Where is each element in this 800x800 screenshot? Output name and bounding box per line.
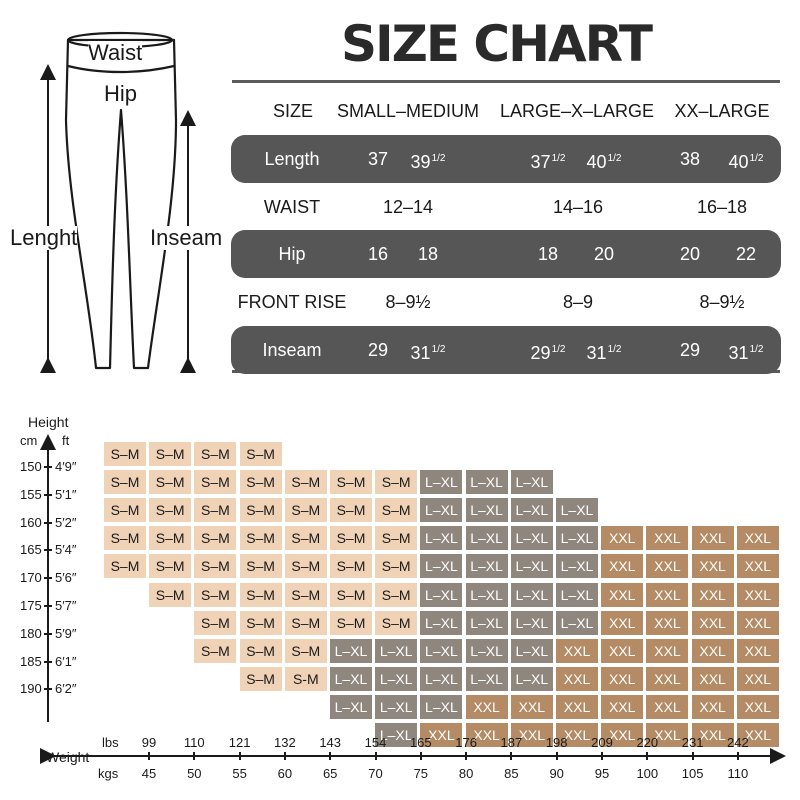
weight-tick-lbs: 198 [545, 735, 568, 750]
height-tick-ft: 6′2″ [55, 681, 77, 697]
height-tick-cm: 170 [20, 570, 42, 586]
size-cell: XXL [646, 723, 688, 747]
table-cell [706, 243, 786, 265]
weight-tick-mark [556, 752, 558, 760]
size-cell: S–M [330, 470, 372, 494]
table-cell-value: 18 [537, 244, 559, 264]
size-cell: L–XL [375, 695, 417, 719]
table-cell-value: 18 [417, 244, 439, 264]
table-cell-fraction: 1/2 [607, 344, 622, 355]
weight-unit-kgs: kgs [98, 766, 119, 781]
length-label: Lenght [10, 225, 78, 250]
size-cell: XXL [692, 695, 734, 719]
size-cell: S–M [375, 526, 417, 550]
size-cell: S–M [194, 554, 236, 578]
size-cell: L–XL [330, 695, 372, 719]
size-cell: XXL [737, 723, 779, 747]
size-cell: L–XL [420, 470, 462, 494]
table-cell [706, 339, 786, 364]
weight-tick-mark [737, 752, 739, 760]
size-cell: S–M [375, 554, 417, 578]
size-cell: L–XL [330, 667, 372, 691]
size-cell: L–XL [466, 554, 508, 578]
weight-tick-mark [420, 752, 422, 760]
table-cell-value: 14–16 [552, 197, 604, 217]
size-cell: L–XL [420, 526, 462, 550]
table-cell-value: 31 [410, 343, 431, 363]
weight-tick-kgs: 100 [636, 766, 659, 781]
weight-axis-title: Weight [46, 749, 90, 765]
table-cell-fraction: 1/2 [749, 344, 764, 355]
height-tick-ft: 4′9″ [55, 459, 77, 474]
size-cell: S–M [285, 611, 327, 635]
weight-tick-kgs: 110 [727, 766, 749, 781]
height-unit-cm: cm [20, 433, 38, 448]
size-cell: L–XL [375, 639, 417, 663]
size-cell: XXL [556, 639, 598, 663]
size-cell: S–M [375, 498, 417, 522]
page-title: SIZE CHART [340, 15, 652, 73]
size-cell: L–XL [511, 667, 553, 691]
size-cell: XXL [692, 611, 734, 635]
weight-tick-lbs: 154 [364, 735, 387, 750]
size-cell: L–XL [466, 526, 508, 550]
table-cell-value: 38 [679, 149, 701, 169]
weight-tick-lbs: 110 [183, 735, 205, 750]
size-cell: XXL [646, 583, 688, 607]
size-cell: S–M [104, 498, 146, 522]
size-cell: S–M [375, 583, 417, 607]
title-rule [232, 80, 780, 83]
weight-tick-kgs: 85 [504, 766, 519, 781]
table-cell-value: 20 [593, 244, 615, 264]
size-cell: L–XL [556, 526, 598, 550]
size-header-large-x-large: LARGE–X–LARGE [499, 101, 655, 121]
table-cell-value: 29 [679, 340, 701, 360]
size-cell: L–XL [511, 639, 553, 663]
table-row-label: Inseam [262, 340, 322, 360]
size-cell: L–XL [466, 583, 508, 607]
size-cell: S–M [330, 583, 372, 607]
size-cell: L–XL [420, 639, 462, 663]
height-tick-ft: 5′4″ [55, 542, 77, 558]
weight-tick-kgs: 75 [413, 766, 429, 781]
size-cell: XXL [466, 695, 508, 719]
table-row-label: WAIST [263, 197, 321, 217]
weight-tick-mark [510, 752, 512, 760]
size-cell: XXL [737, 667, 779, 691]
table-cell-fraction: 1/2 [431, 344, 446, 355]
size-cell: S–M [149, 498, 191, 522]
size-cell: S–M [194, 639, 236, 663]
size-cell: L–XL [511, 498, 553, 522]
size-cell: XXL [646, 526, 688, 550]
size-cell: XXL [737, 611, 779, 635]
height-tick-mark [44, 466, 52, 468]
size-cell: S–M [149, 583, 191, 607]
table-cell [564, 148, 644, 173]
size-cell: L–XL [511, 554, 553, 578]
size-cell: XXL [737, 639, 779, 663]
size-cell: L–XL [511, 611, 553, 635]
weight-tick-kgs: 80 [458, 766, 474, 781]
table-cell [538, 196, 618, 218]
size-cell: S–M [104, 470, 146, 494]
table-cell [388, 243, 468, 265]
size-cell: XXL [601, 583, 643, 607]
size-cell: L–XL [420, 554, 462, 578]
size-cell: XXL [556, 723, 598, 747]
weight-tick-lbs: 242 [727, 735, 749, 750]
weight-unit-lbs: lbs [102, 735, 119, 750]
size-cell: S–M [194, 470, 236, 494]
size-cell: L–XL [511, 470, 553, 494]
height-tick-ft: 5′1″ [55, 486, 77, 502]
weight-tick-mark [601, 752, 603, 760]
size-cell: XXL [511, 723, 553, 747]
table-cell-value: 29 [367, 340, 389, 360]
weight-tick-mark [465, 752, 467, 760]
size-cell: XXL [737, 554, 779, 578]
size-cell: S–M [194, 498, 236, 522]
table-row-label: FRONT RISE [237, 292, 347, 312]
table-cell [706, 148, 786, 173]
weight-tick-kgs: 90 [549, 766, 564, 781]
size-cell: S–M [375, 611, 417, 635]
weight-tick-lbs: 143 [319, 735, 342, 750]
table-cell-value: 8–9 [562, 292, 594, 312]
size-cell: S–M [330, 526, 372, 550]
table-cell-value: 20 [679, 244, 701, 264]
size-cell: L–XL [556, 498, 598, 522]
size-cell: XXL [601, 639, 643, 663]
size-cell: XXL [601, 667, 643, 691]
size-cell: XXL [466, 723, 508, 747]
size-cell: S–M [240, 526, 282, 550]
size-cell: S–M [104, 442, 146, 466]
table-cell-value: 40 [728, 152, 749, 172]
waist-label: Waist [88, 40, 143, 65]
size-cell: S-M [285, 667, 327, 691]
table-cell-value: 37 [367, 149, 389, 169]
weight-tick-mark [646, 752, 648, 760]
table-cell [682, 291, 762, 313]
table-cell-fraction: 1/2 [749, 153, 764, 164]
weight-tick-lbs: 209 [591, 735, 613, 750]
size-cell: S–M [240, 498, 282, 522]
table-cell-value: 22 [735, 244, 757, 264]
weight-tick-mark [329, 752, 331, 760]
table-row-label: Hip [278, 244, 306, 264]
weight-tick-mark [239, 752, 241, 760]
size-cell: L–XL [556, 611, 598, 635]
weight-tick-lbs: 220 [636, 735, 659, 750]
table-cell-value: 16–18 [696, 197, 748, 217]
size-cell: L–XL [420, 583, 462, 607]
size-cell: XXL [646, 667, 688, 691]
size-cell: S–M [240, 583, 282, 607]
size-cell: S–M [104, 554, 146, 578]
size-cell: L–XL [466, 611, 508, 635]
height-axis-title: Height [28, 414, 69, 430]
size-cell: L–XL [556, 583, 598, 607]
size-cell: XXL [692, 583, 734, 607]
size-cell: S–M [330, 554, 372, 578]
size-cell: S–M [285, 498, 327, 522]
weight-tick-kgs: 50 [187, 766, 202, 781]
size-cell: XXL [556, 667, 598, 691]
height-tick-ft: 5′7″ [55, 598, 77, 613]
size-cell: S–M [285, 470, 327, 494]
table-cell-fraction: 1/2 [551, 344, 566, 355]
size-cell: L–XL [511, 526, 553, 550]
size-cell: S–M [285, 554, 327, 578]
height-tick-cm: 180 [20, 625, 42, 641]
table-row-label: Length [264, 149, 320, 169]
size-cell: S–M [149, 470, 191, 494]
size-cell: L–XL [420, 695, 462, 719]
table-cell-value: 39 [410, 152, 431, 172]
size-cell: XXL [601, 554, 643, 578]
height-tick-cm: 160 [20, 514, 42, 530]
size-cell: XXL [646, 695, 688, 719]
height-unit-ft: ft [62, 433, 70, 448]
weight-tick-mark [148, 752, 150, 760]
size-cell: S–M [330, 498, 372, 522]
table-cell [388, 339, 468, 364]
size-cell: L–XL [511, 583, 553, 607]
weight-tick-lbs: 231 [681, 735, 704, 750]
size-cell: XXL [420, 723, 462, 747]
size-cell: XXL [556, 695, 598, 719]
weight-tick-lbs: 187 [500, 735, 523, 750]
hip-label: Hip [101, 82, 140, 106]
size-cell: S–M [104, 526, 146, 550]
size-cell: L–XL [466, 498, 508, 522]
size-cell: L–XL [466, 639, 508, 663]
table-cell-value: 8–9½ [699, 292, 745, 312]
size-cell: S–M [194, 526, 236, 550]
size-cell: L–XL [375, 667, 417, 691]
height-tick-cm: 190 [20, 681, 42, 697]
height-tick-ft: 6′1″ [55, 653, 77, 669]
size-cell: XXL [601, 723, 643, 747]
weight-tick-kgs: 95 [594, 766, 610, 781]
size-cell: XXL [737, 695, 779, 719]
height-tick-mark [44, 605, 52, 607]
size-cell: L–XL [420, 667, 462, 691]
size-cell: S–M [285, 583, 327, 607]
table-cell [564, 339, 644, 364]
size-cell: S–M [149, 554, 191, 578]
height-tick-mark [44, 494, 52, 496]
size-cell: L–XL [420, 498, 462, 522]
height-tick-mark [44, 633, 52, 635]
weight-tick-mark [692, 752, 694, 760]
weight-tick-mark [193, 752, 195, 760]
height-tick-mark [44, 577, 52, 579]
size-cell: S–M [285, 526, 327, 550]
size-header-xx-large: XX–LARGE [674, 101, 770, 121]
inseam-label: Inseam [150, 225, 223, 250]
table-cell-fraction: 1/2 [607, 153, 622, 164]
table-cell [682, 196, 762, 218]
table-cell [388, 148, 468, 173]
weight-tick-mark [375, 752, 377, 760]
size-cell: XXL [646, 639, 688, 663]
size-cell: S–M [240, 470, 282, 494]
size-cell: S–M [285, 639, 327, 663]
size-cell: XXL [692, 723, 734, 747]
weight-tick-kgs: 105 [681, 766, 704, 781]
size-cell: S–M [240, 554, 282, 578]
size-cell: S–M [194, 583, 236, 607]
table-cell [368, 291, 448, 313]
size-header-label: SIZE [272, 101, 313, 121]
size-cell: S–M [240, 442, 282, 466]
size-header-small-medium: SMALL–MEDIUM [336, 101, 480, 121]
height-tick-cm: 155 [20, 486, 42, 502]
size-cell: L–XL [330, 639, 372, 663]
table-cell [564, 243, 644, 265]
size-cell: XXL [692, 554, 734, 578]
size-cell: XXL [692, 526, 734, 550]
height-tick-mark [44, 688, 52, 690]
size-cell: L–XL [556, 554, 598, 578]
size-cell: S–M [240, 639, 282, 663]
height-tick-ft: 5′9″ [55, 625, 77, 641]
table-cell-value: 16 [367, 244, 389, 264]
weight-tick-lbs: 176 [455, 735, 477, 750]
size-cell: L–XL [466, 470, 508, 494]
table-cell-value: 8–9½ [385, 292, 431, 312]
table-cell-value: 40 [586, 152, 607, 172]
size-cell: XXL [601, 611, 643, 635]
weight-tick-lbs: 165 [409, 735, 432, 750]
table-cell-value: 29 [530, 343, 551, 363]
weight-tick-kgs: 65 [322, 766, 338, 781]
size-cell: S–M [240, 611, 282, 635]
size-cell: XXL [692, 667, 734, 691]
weight-tick-kgs: 45 [141, 766, 157, 781]
height-tick-cm: 165 [20, 542, 42, 558]
table-cell-fraction: 1/2 [431, 153, 446, 164]
height-tick-cm: 150 [20, 459, 42, 474]
size-cell: XXL [646, 611, 688, 635]
table-cell-value: 12–14 [382, 197, 434, 217]
weight-tick-lbs: 121 [228, 735, 251, 750]
table-cell-value: 37 [530, 152, 551, 172]
weight-tick-kgs: 60 [277, 766, 293, 781]
weight-tick-kgs: 55 [232, 766, 247, 781]
height-tick-cm: 185 [20, 653, 42, 669]
weight-tick-lbs: 132 [274, 735, 296, 750]
table-cell [368, 196, 448, 218]
size-cell: S–M [194, 442, 236, 466]
size-cell: XXL [737, 526, 779, 550]
size-cell: XXL [511, 695, 553, 719]
table-cell [538, 291, 618, 313]
height-tick-ft: 5′6″ [55, 570, 77, 586]
size-cell: S–M [240, 667, 282, 691]
size-cell: S–M [149, 442, 191, 466]
size-cell: L–XL [420, 611, 462, 635]
table-cell-value: 31 [586, 343, 607, 363]
size-cell: S–M [149, 526, 191, 550]
size-cell: S–M [194, 611, 236, 635]
size-cell: XXL [601, 526, 643, 550]
size-cell: XXL [601, 695, 643, 719]
table-cell-fraction: 1/2 [551, 153, 566, 164]
size-cell: S–M [375, 470, 417, 494]
height-tick-mark [44, 549, 52, 551]
size-cell: L–XL [466, 667, 508, 691]
size-cell: XXL [737, 583, 779, 607]
height-tick-ft: 5′2″ [55, 514, 77, 530]
size-cell: XXL [646, 554, 688, 578]
size-cell: L–XL [375, 723, 417, 747]
height-tick-cm: 175 [20, 598, 42, 613]
size-cell: XXL [692, 639, 734, 663]
table-cell-value: 31 [728, 343, 749, 363]
weight-tick-lbs: 99 [141, 735, 157, 750]
size-cell: S–M [330, 611, 372, 635]
weight-tick-mark [284, 752, 286, 760]
height-tick-mark [44, 522, 52, 524]
weight-tick-kgs: 70 [368, 766, 383, 781]
height-tick-mark [44, 661, 52, 663]
